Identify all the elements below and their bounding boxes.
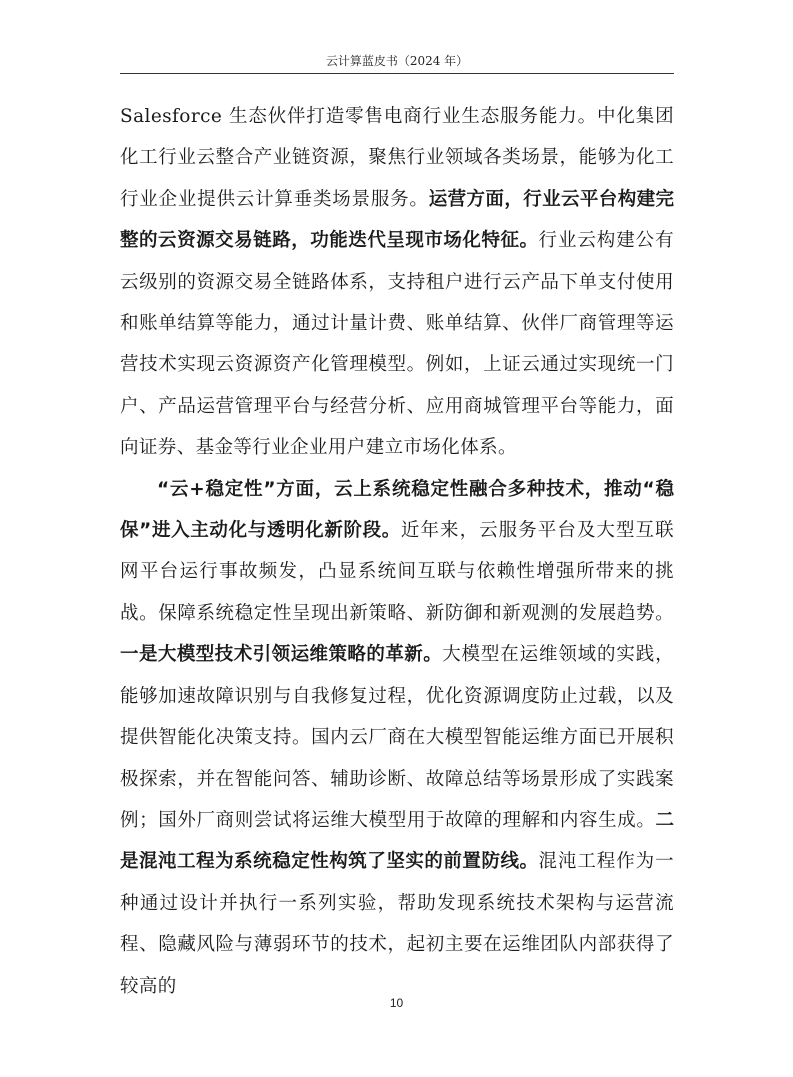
paragraph-1-text-1: Salesforce 生态伙伴打造零售电商行业生态服务能力。中化集团化工行业云整合产业链资源，聚焦行业领域各类场景，能够为化工行业企业提供云计算垂类场景服务。 — [120, 106, 674, 210]
paragraph-2-bold-2: 一是大模型技术引领运维策略的革新。 — [120, 644, 443, 666]
page-header: 云计算蓝皮书（2024 年） — [325, 54, 469, 68]
paragraph-2-bold-1: “云+稳定性”方面，云上系统稳定性融合多种技术，推动“稳保”进入主动化与透明化新阶段。 — [120, 478, 674, 542]
paragraph-2 — [120, 469, 674, 1007]
paragraph-2-text-3: 混沌工程作为一种通过设计并执行一系列实验，帮助发现系统技术架构与运营流程、隐藏风险与薄弱环节的技术，起初主要在运维团队内部获得了较高的 — [120, 851, 674, 997]
paragraph-1-bold-1: 运营方面，行业云平台构建完整的云资源交易链路，功能迭代呈现市场化特征。 — [120, 188, 674, 252]
paragraph-2-text-2: 大模型在运维领域的实践，能够加速故障识别与自我修复过程，优化资源调度防止过载，以及提供智能化决策支持。国内云厂商在大模型智能运维方面已开展积极探索，并在智能问答、辅助诊断、故障总结等场景形成了实践案例；国外厂商则尝试将运维大模型用于故障的理解和内容生成。 — [120, 644, 674, 831]
paragraph-2-text-1: 近年来，云服务平台及大型互联网平台运行事故频发，凸显系统间互联与依赖性增强所带来的挑战。保障系统稳定性呈现出新策略、新防御和新观测的发展趋势。 — [120, 520, 674, 624]
header-rule — [120, 73, 674, 74]
paragraph-2-bold-3: 二是混沌工程为系统稳定性构筑了坚实的前置防线。 — [120, 809, 674, 873]
paragraph-1 — [120, 96, 674, 469]
paragraph-1-text-2: 行业云构建公有云级别的资源交易全链路体系，支持租户进行云产品下单支付使用和账单结算等能力，通过计量计费、账单结算、伙伴厂商管理等运营技术实现云资源资产化管理模型。例如，上证云通过实现统一门户、产品运营管理平台与经营分析、应用商城管理平台等能力，面向证券、基金等行业企业用户建立市场化体系。 — [120, 230, 674, 459]
page-number: 10 — [389, 996, 404, 1010]
body-text — [120, 96, 674, 1007]
